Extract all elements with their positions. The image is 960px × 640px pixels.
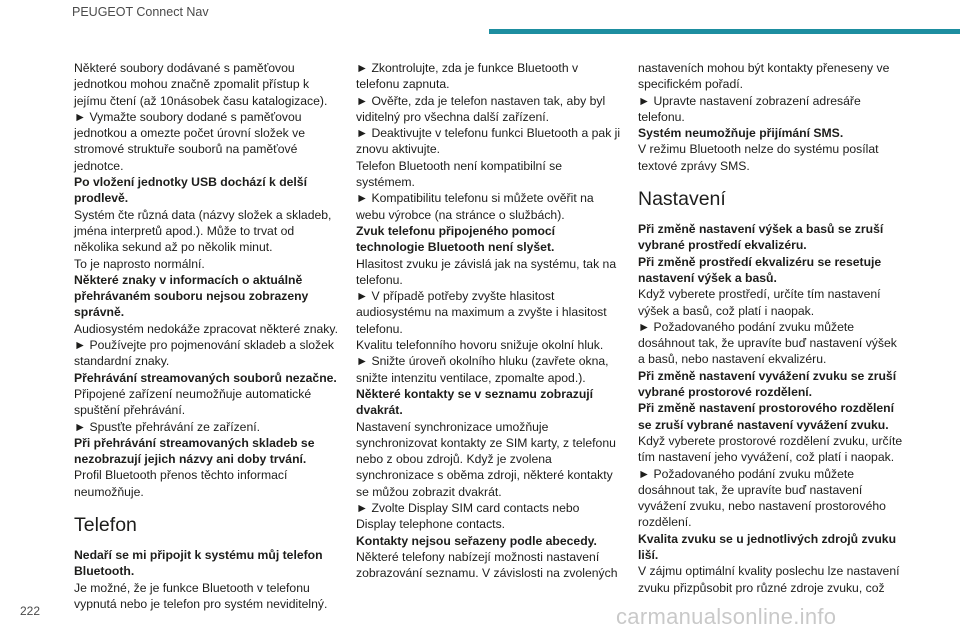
- running-header-title: PEUGEOT Connect Nav: [72, 5, 209, 19]
- paragraph: Nastavení synchronizace umožňuje synchronizovat kontakty ze SIM karty, z telefonu nebo z obou zdrojů. Když je zvolena synchronizace s oběma zdroji, některé kontakty se můžou zobrazit dvakrát.: [356, 419, 616, 499]
- paragraph: V režimu Bluetooth nelze do systému posílat textové zprávy SMS.: [638, 142, 879, 173]
- text-column-3: [638, 60, 904, 596]
- paragraph: Audiosystém nedokáže zpracovat některé znaky.: [74, 321, 338, 336]
- paragraph: Profil Bluetooth přenos těchto informací neumožňuje.: [74, 468, 288, 499]
- section-heading: Nastavení: [638, 188, 726, 211]
- paragraph: Hlasitost zvuku je závislá jak na systému, tak na telefonu.: [356, 256, 617, 287]
- paragraph: Připojené zařízení neumožňuje automatické spuštění přehrávání.: [74, 386, 312, 418]
- paragraph: Je možné, že je funkce Bluetooth v telefonu vypnutá nebo je telefon pro systém neviditelný.: [74, 580, 328, 611]
- paragraph: ► Vymažte soubory dodané s paměťovou jednotkou a omezte počet úrovní složek ve stromové struktuře souborů na paměťové jednotce.: [74, 109, 306, 173]
- paragraph: ► V případě potřeby zvyšte hlasitost audiosystému na maximum a zvyšte i hlasitost telefonu.: [356, 289, 607, 336]
- problem-statement: Při přehrávání streamovaných skladeb se nezobrazují jejich názvy ani doby trvání.: [74, 435, 315, 467]
- problem-statement: Přehrávání streamovaných souborů nezačne.: [74, 370, 337, 385]
- problem-statement: Při změně nastavení vyvážení zvuku se zruší vybrané prostorové rozdělení.: [638, 368, 897, 400]
- paragraph: ► Snižte úroveň okolního hluku (zavřete okna, snižte intenzitu ventilace, zpomalte apod.).: [356, 354, 609, 385]
- paragraph: ► Spusťte přehrávání ze zařízení.: [74, 419, 260, 434]
- page-number: 222: [20, 604, 41, 618]
- problem-statement: Při změně prostředí ekvalizéru se resetuje nastavení výšek a basů.: [638, 254, 882, 285]
- paragraph: V zájmu optimální kvality poslechu lze nastavení zvuku přizpůsobit pro různé zdroje zvuku, což: [638, 564, 900, 595]
- problem-statement: Zvuk telefonu připojeného pomocí technologie Bluetooth není slyšet.: [356, 223, 556, 255]
- problem-statement: Nedaří se mi připojit k systému můj telefon Bluetooth.: [74, 548, 323, 579]
- paragraph: ► Zvolte Display SIM card contacts nebo Display telephone contacts.: [356, 501, 580, 532]
- problem-statement: Při změně nastavení výšek a basů se zruší vybrané prostředí ekvalizéru.: [638, 222, 884, 253]
- text-column-2: [356, 60, 622, 582]
- paragraph: ► Zkontrolujte, zda je funkce Bluetooth v telefonu zapnuta.: [356, 61, 579, 92]
- watermark: carmanualsonline.info: [616, 604, 837, 629]
- paragraph: ► Požadovaného podání zvuku můžete dosáhnout tak, že upravíte buď nastavení vyvážení zvuku, nebo nastavení prostorového rozdělení.: [638, 466, 886, 530]
- problem-statement: Při změně nastavení prostorového rozdělení se zruší vybrané nastavení vyvážení zvuku.: [638, 401, 895, 432]
- problem-statement: Kontakty nejsou seřazeny podle abecedy.: [356, 533, 597, 548]
- problem-statement: Některé kontakty se v seznamu zobrazují dvakrát.: [356, 386, 594, 418]
- problem-statement: Po vložení jednotky USB dochází k delší prodlevě.: [74, 175, 307, 206]
- paragraph: ► Požadovaného podání zvuku můžete dosáhnout tak, že upravíte buď nastavení výšek a basů, nebo nastavení ekvalizéru.: [638, 319, 897, 367]
- paragraph: Některé telefony nabízejí možnosti nastavení zobrazování seznamu. V závislosti na zvolených: [356, 549, 618, 581]
- paragraph: nastaveních mohou být kontakty přeneseny ve specifickém pořadí.: [638, 61, 890, 92]
- paragraph: Když vyberete prostředí, určíte tím nastavení výšek a basů, což platí i naopak.: [638, 287, 881, 318]
- paragraph: To je naprosto normální.: [74, 256, 205, 271]
- paragraph: ► Kompatibilitu telefonu si můžete ověřit na webu výrobce (na stránce o službách).: [356, 191, 594, 222]
- paragraph: Telefon Bluetooth není kompatibilní se systémem.: [356, 158, 562, 190]
- paragraph: ► Deaktivujte v telefonu funkci Bluetooth a pak ji znovu aktivujte.: [356, 126, 621, 157]
- problem-statement: Kvalita zvuku se u jednotlivých zdrojů zvuku liší.: [638, 531, 897, 563]
- header-accent-bar: [489, 29, 960, 34]
- problem-statement: Některé znaky v informacích o aktuálně přehrávaném souboru nejsou zobrazeny správně.: [74, 272, 309, 320]
- paragraph: ► Používejte pro pojmenování skladeb a složek standardní znaky.: [74, 338, 335, 369]
- text-column-1: [74, 60, 340, 612]
- section-heading: Telefon: [74, 514, 137, 537]
- paragraph: Některé soubory dodávané s paměťovou jednotkou mohou značně zpomalit přístup k jejímu čtení (až 10násobek času katalogizace).: [74, 61, 328, 108]
- paragraph: Když vyberete prostorové rozdělení zvuku, určíte tím nastavení jeho vyvážení, což platí i naopak.: [638, 433, 903, 465]
- paragraph: ► Upravte nastavení zobrazení adresáře telefonu.: [638, 93, 861, 124]
- paragraph: Systém čte různá data (názvy složek a skladeb, jména interpretů apod.). Může to trvat od několika sekund až po několik minut.: [74, 207, 332, 255]
- problem-statement: Systém neumožňuje přijímání SMS.: [638, 126, 844, 141]
- paragraph: ► Ověřte, zda je telefon nastaven tak, aby byl viditelný pro všechna další zařízení.: [356, 93, 606, 124]
- paragraph: Kvalitu telefonního hovoru snižuje okolní hluk.: [356, 338, 604, 353]
